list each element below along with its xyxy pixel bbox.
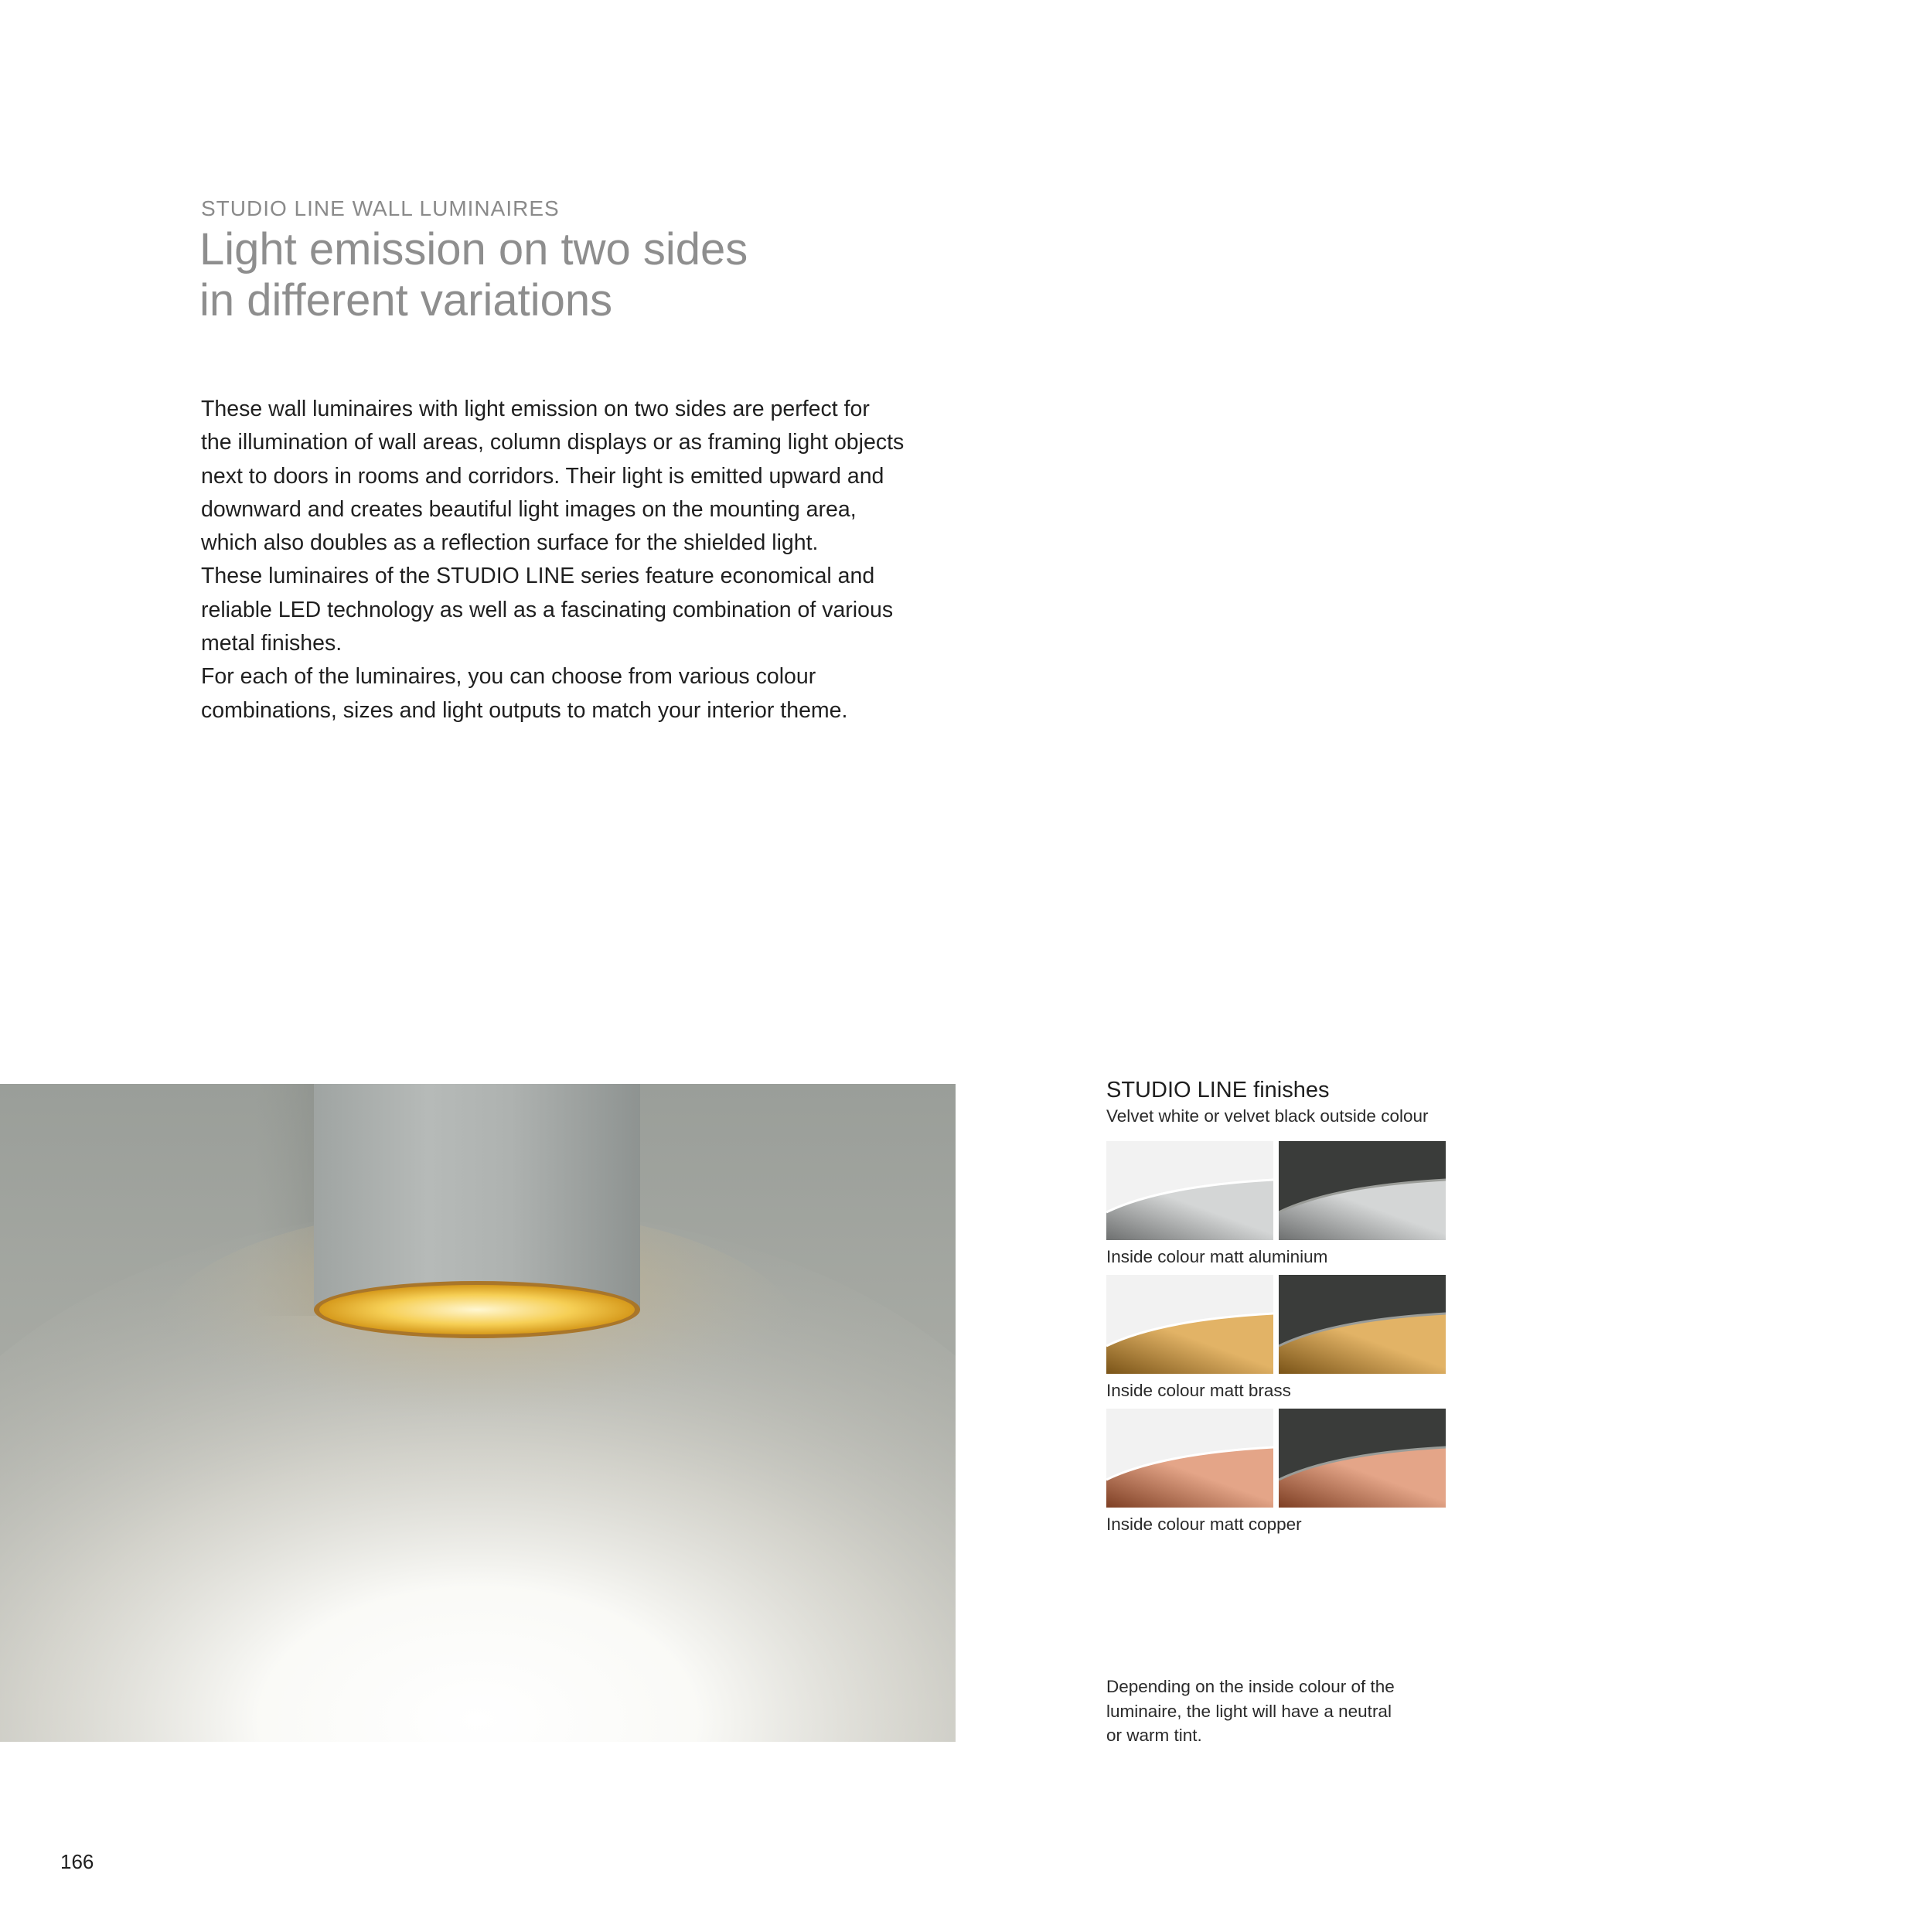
finish-swatch-black-3 <box>1279 1409 1446 1508</box>
page-title-line-1: Light emission on two sides <box>199 224 748 274</box>
finish-caption-2: Inside colour matt brass <box>1106 1381 1291 1400</box>
wall-luminaire-photo <box>0 1084 956 1742</box>
page-title <box>199 224 748 326</box>
finish-caption-3: Inside colour matt copper <box>1106 1515 1302 1534</box>
body-paragraph-1: These wall luminaires with light emission on two sides are perfect for the illumination of wall areas, column displays or as framing light objects next to doors in rooms and corridors. Their light is emitted upward and downward and creates beautiful light images on the mounting area, which also doubles as a reflection surface for the shielded light. <box>201 397 905 556</box>
body-paragraph-3: For each of the luminaires, you can choose from various colour combinations, sizes and light outputs to match your interior theme. <box>201 664 848 723</box>
finish-swatch-black-1 <box>1279 1141 1446 1240</box>
section-eyebrow: STUDIO LINE WALL LUMINAIRES <box>201 196 560 220</box>
body-paragraph-2: These luminaires of the STUDIO LINE series feature economical and reliable LED technology as well as a fascinating combination of various metal finishes. <box>201 564 894 656</box>
body-text <box>201 393 943 727</box>
finish-swatch-white-1 <box>1106 1141 1273 1240</box>
product-photo <box>0 1084 956 1742</box>
finish-swatch-black-2 <box>1279 1275 1446 1374</box>
page-title-line-2: in different variations <box>199 275 613 325</box>
finishes-subtitle: Velvet white or velvet black outside colour <box>1106 1106 1429 1126</box>
page-number: 166 <box>60 1850 94 1873</box>
finishes-title: STUDIO LINE finishes <box>1106 1078 1330 1102</box>
tint-note: Depending on the inside colour of the luminaire, the light will have a neutral or warm tint. <box>1106 1677 1395 1745</box>
finish-swatch-white-3 <box>1106 1409 1273 1508</box>
finish-swatch-white-2 <box>1106 1275 1273 1374</box>
finish-caption-1: Inside colour matt aluminium <box>1106 1247 1328 1266</box>
